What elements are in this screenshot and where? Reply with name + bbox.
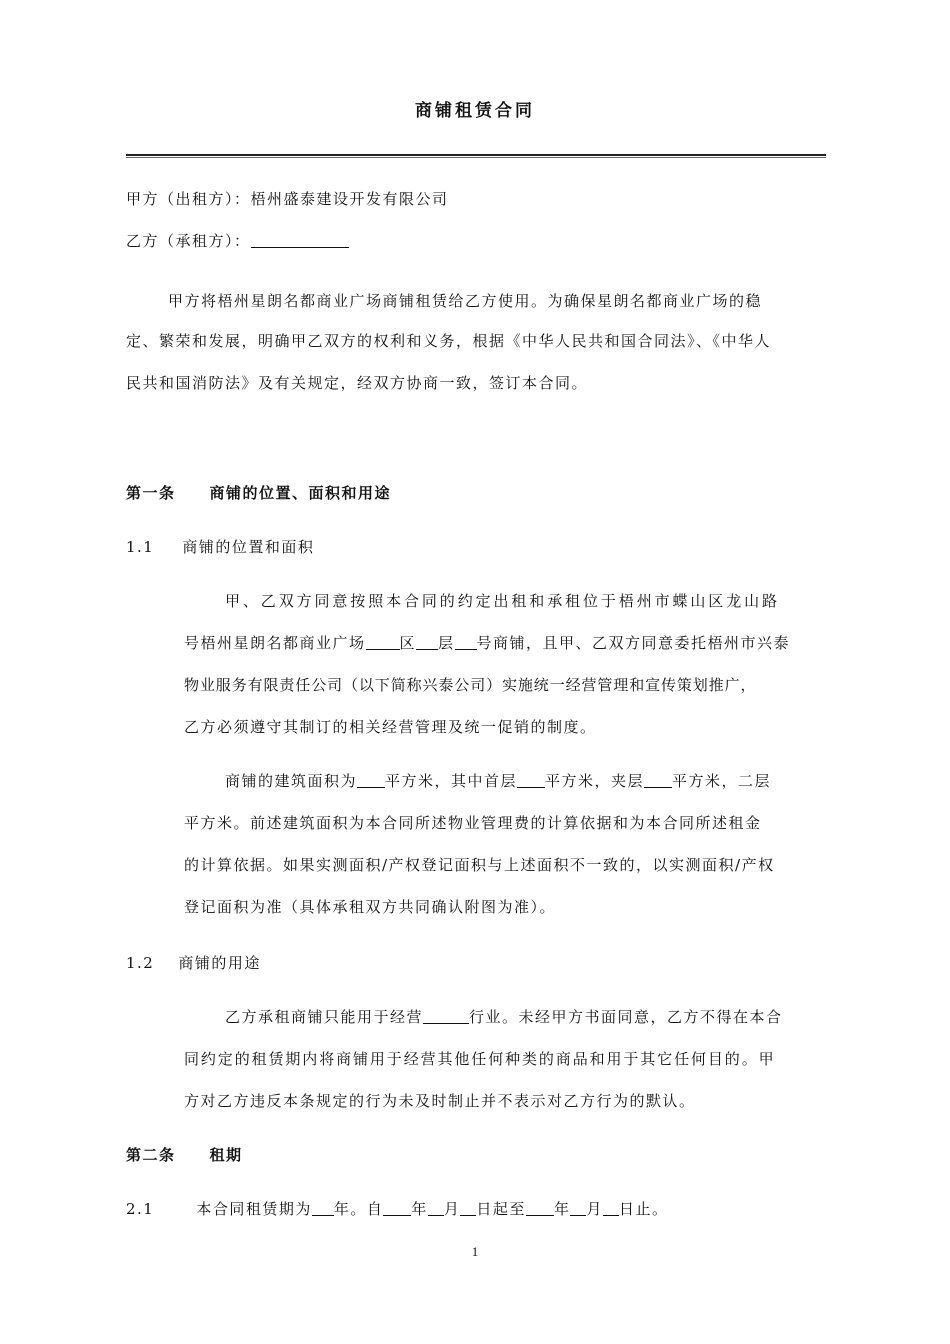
para-3-line-3: 方对乙方违反本条规定的行为未及时制止并不表示对乙方行为的默认。 [184, 1092, 696, 1110]
section-1-1-heading [126, 536, 314, 557]
section-1-2-heading [126, 952, 261, 973]
start-day-blank [460, 1199, 476, 1216]
intro-line-2: 定、繁荣和发展，明确甲乙双方的权利和义务，根据《中华人民共和国合同法》、《中华人 [126, 332, 772, 350]
para-1-line-3: 物业服务有限责任公司（以下简称兴泰公司）实施统一经营管理和宣传策划推广， [184, 676, 757, 694]
area-ground-blank [517, 771, 545, 788]
para-3-line-1: 乙方承租商铺只能用于经营 行业。未经甲方书面同意，乙方不得在本合 [225, 1008, 783, 1026]
section-1-1-title: 商铺的位置和面积 [182, 538, 315, 556]
para-1-line-1: 甲、乙双方同意按照本合同的约定出租和承租位于梧州市蝶山区龙山路 [225, 592, 780, 610]
para-3-line-2: 同约定的租赁期内将商铺用于经营其他任何种类的商品和用于其它任何目的。甲 [184, 1050, 776, 1068]
article-1-title: 商铺的位置、面积和用途 [209, 484, 392, 502]
article-2-title: 租期 [209, 1146, 243, 1164]
section-2-1-line: 2.1 本合同租赁期为 年。自 年 月 日起至 年 月 日止。 [126, 1200, 669, 1218]
title-divider [126, 154, 826, 158]
area-total-blank [357, 771, 385, 788]
section-1-2-number: 1.2 [126, 954, 155, 972]
start-month-blank [428, 1199, 444, 1216]
unit-blank [455, 633, 477, 650]
business-type-blank [423, 1007, 469, 1024]
party-b-line [126, 230, 349, 251]
para-2-line-2: 平方米。前述建筑面积为本合同所述物业管理费的计算依据和为本合同所述租金 [184, 814, 762, 832]
party-a-value: 梧州盛泰建设开发有限公司 [250, 190, 449, 208]
zone-blank [366, 633, 400, 650]
para-2-line-4: 登记面积为准（具体承租双方共同确认附图为准）。 [184, 898, 557, 916]
section-1-2-title: 商铺的用途 [178, 954, 261, 972]
intro-line-3: 民共和国消防法》及有关规定，经双方协商一致，签订本合同。 [126, 374, 589, 392]
section-2-1-number: 2.1 [126, 1200, 155, 1218]
party-a-label: 甲方（出租方）： [126, 190, 251, 208]
floor-blank [416, 633, 438, 650]
term-years-blank [312, 1199, 334, 1216]
article-2-heading [126, 1144, 243, 1165]
end-year-blank [526, 1199, 554, 1216]
end-month-blank [570, 1199, 586, 1216]
para-1-line-4: 乙方必须遵守其制订的相关经营管理及统一促销的制度。 [184, 718, 597, 736]
party-b-blank [251, 231, 349, 248]
contract-title: 商铺租赁合同 [415, 101, 535, 121]
party-b-label: 乙方（承租方）： [126, 232, 251, 250]
start-year-blank [383, 1199, 411, 1216]
para-1-line-2: 号梧州星朗名都商业广场 区 层 号商铺，且甲、乙双方同意委托梧州市兴泰 [184, 634, 791, 652]
area-mezzanine-blank [644, 771, 672, 788]
article-2-number: 第二条 [126, 1146, 176, 1164]
section-1-1-number: 1.1 [126, 538, 155, 556]
page-number: 1 [471, 1244, 479, 1259]
article-1-heading [126, 482, 391, 503]
party-a-line [126, 188, 449, 209]
para-2-line-3: 的计算依据。如果实测面积/产权登记面积与上述面积不一致的，以实测面积/产权 [184, 856, 775, 874]
intro-line-1: 甲方将梧州星朗名都商业广场商铺租赁给乙方使用。为确保星朗名都商业广场的稳 [168, 292, 763, 310]
para-2-line-1: 商铺的建筑面积为 平方米，其中首层 平方米，夹层 平方米，二层 [225, 772, 772, 790]
article-1-number: 第一条 [126, 484, 176, 502]
end-day-blank [603, 1199, 619, 1216]
